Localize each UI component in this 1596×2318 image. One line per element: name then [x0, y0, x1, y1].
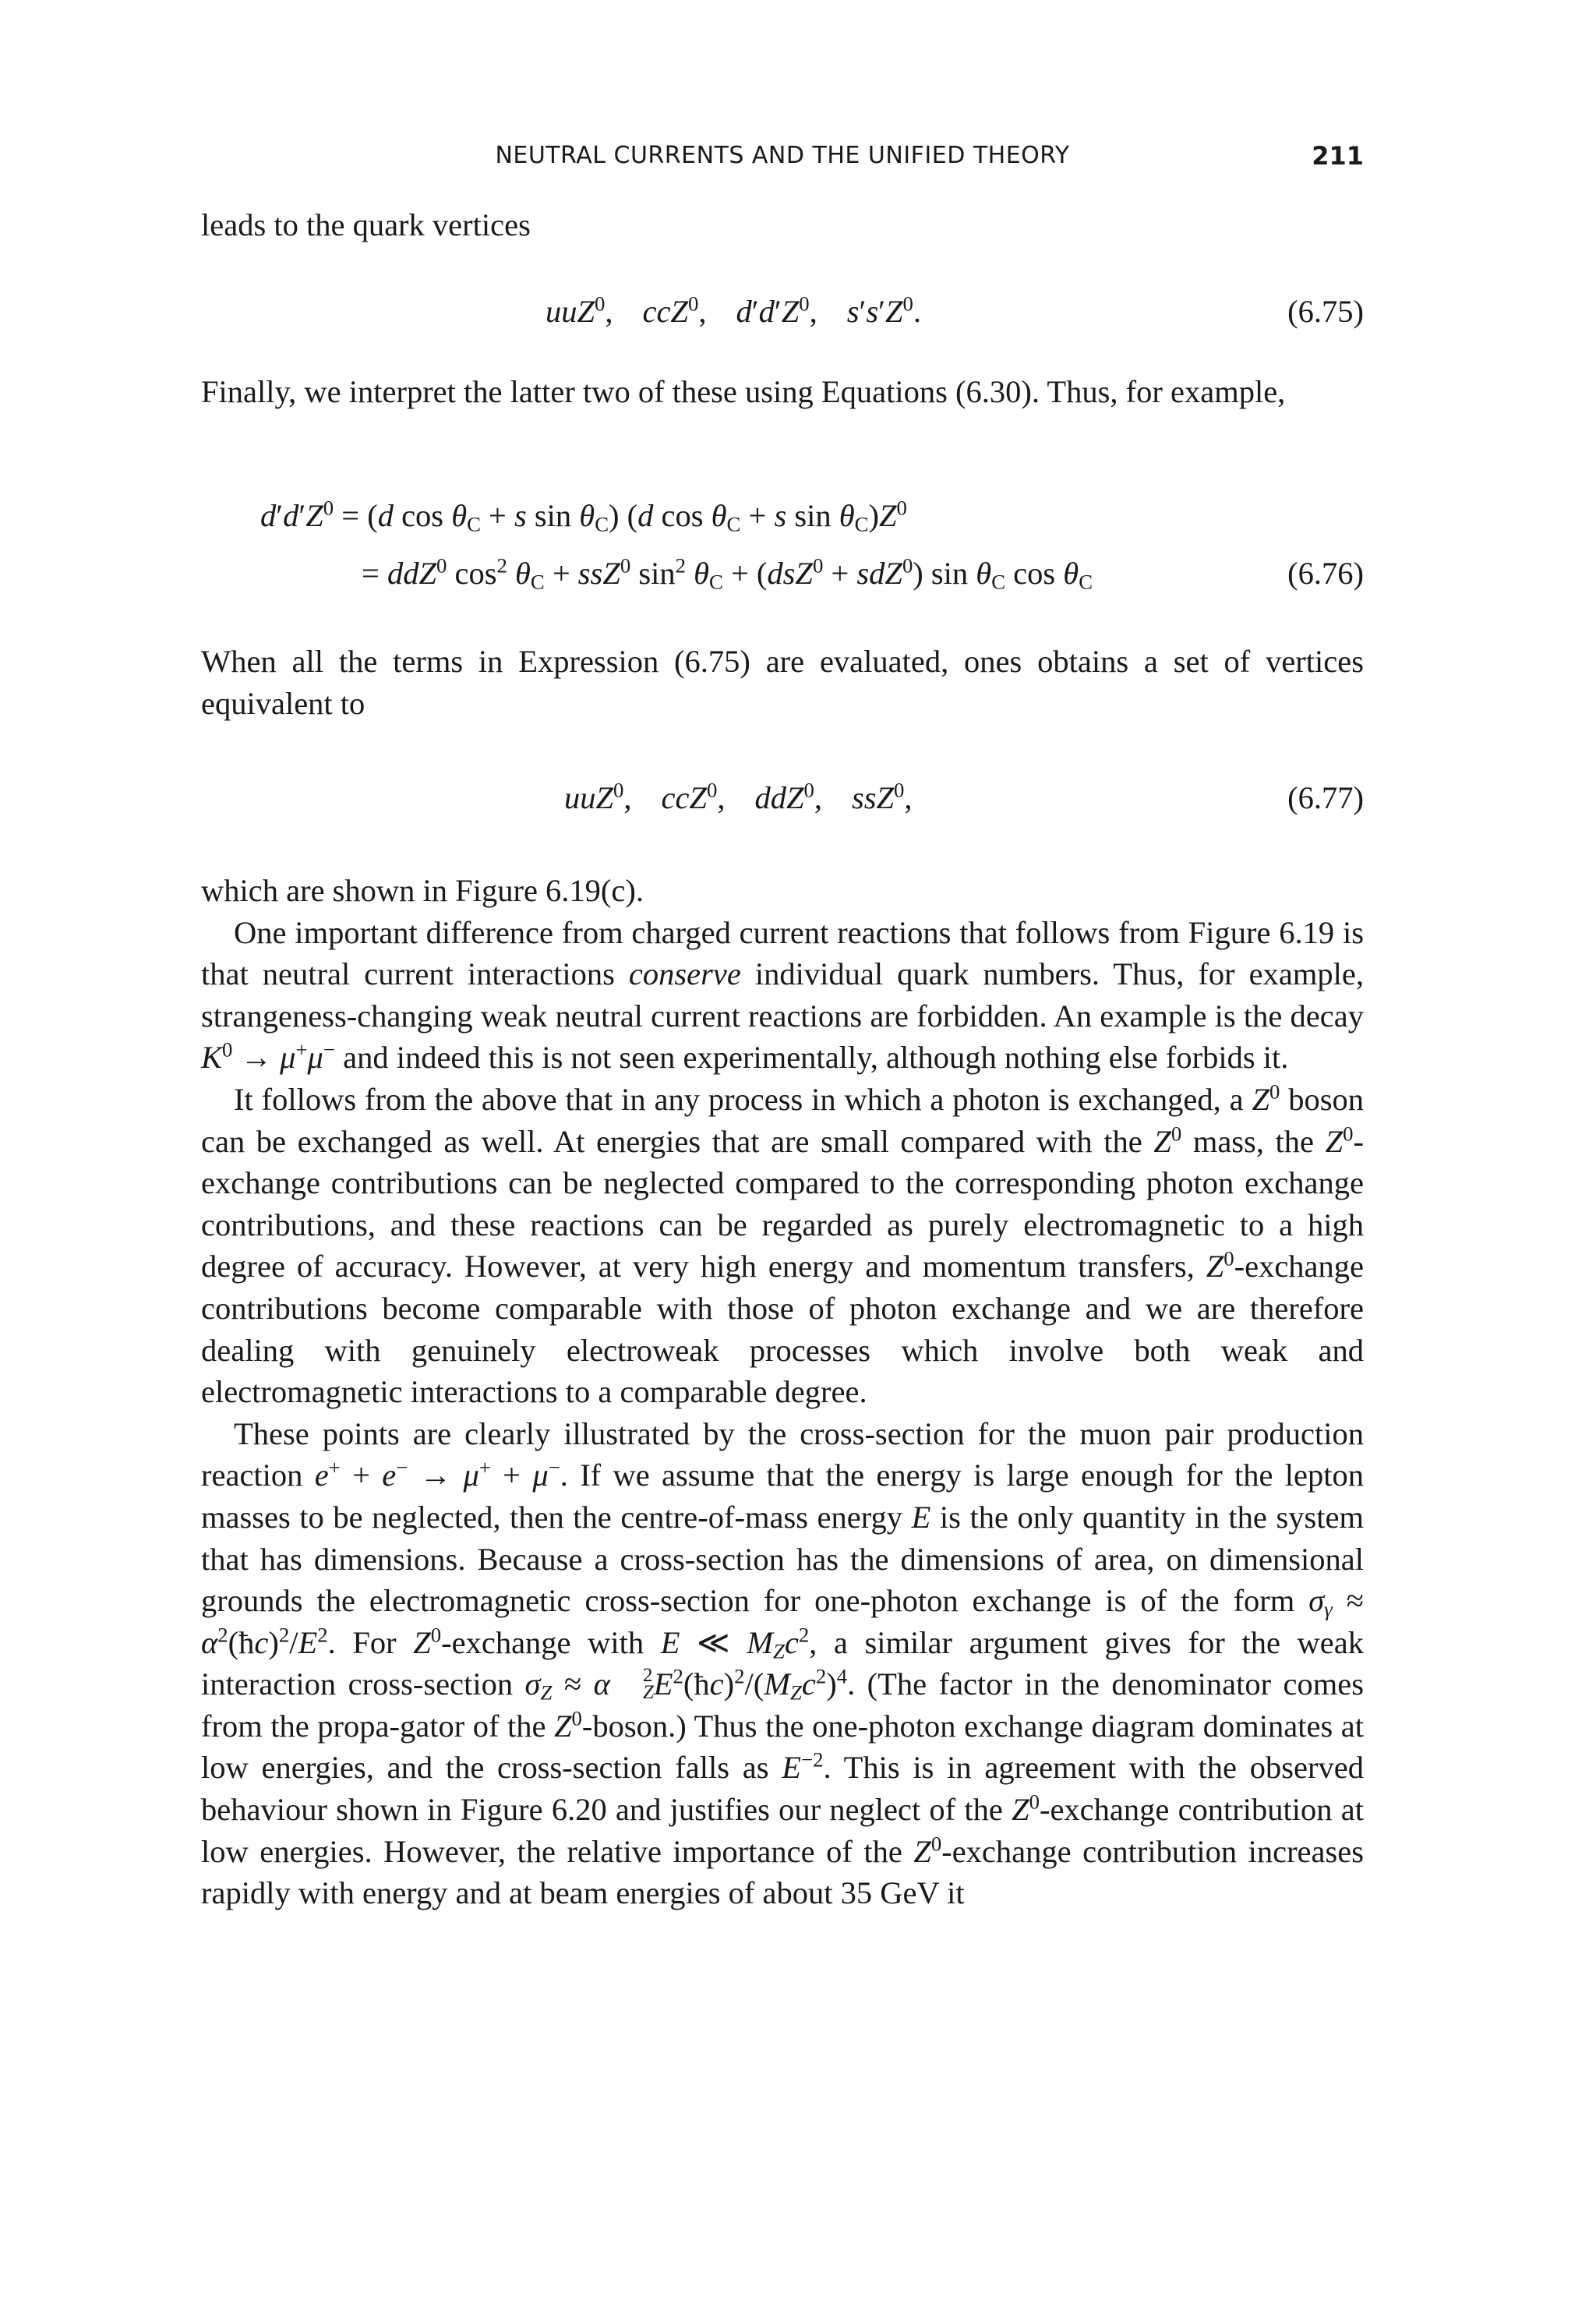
text-run: mass, the: [1181, 1123, 1326, 1159]
text-run: . If we assume that the energy is large enough for the lepton masses to be neglected, then the centre-of-mass energy: [201, 1458, 1365, 1535]
page-header: [201, 137, 1364, 175]
text-run: . For: [327, 1624, 414, 1660]
equation-6-75: [201, 288, 1364, 335]
text-run: -exchange contribution at low energies. However, the relative importance of the: [201, 1792, 1364, 1869]
equation-6-76-line-2: [201, 550, 1364, 597]
paragraph-finally: [201, 371, 1364, 413]
text-run: It follows from the above that in any process in which a photon is exchanged, a: [234, 1081, 1252, 1117]
paragraph-cross-section: These points are clearly illustrated by the cross-section for the muon pair production reaction e+ + e− → μ+ + μ−. If we assume that the energy is large enough for the lepton masses to be neglected, then the centre-of-mass energy E is the only quantity in the system that has dimensions. Because a cross-section has the dimensions of area, on dimensional grounds the electromagnetic cross-section for one-photon exchange is of the form $\sigma_\gamma$ ≈ $\alpha^2(ħc)^2/E^2$. For $Z^0$-exchange with E ≪ $M_Zc^2$, a similar argument gives for the weak interaction cross-section $\sigma_Z \approx \alpha$ 2 Z $E^2(ħc)^2/(M_Zc^2)^4$. (The factor in the denominator comes from the propa-gator of the $Z^0-boson$.) Thus the one-photon exchange diagram dominates at low energies, and the cross-section falls as $E^{-2}$. This is in agreement with the observed behaviour shown in Figure 6.20 and justifies our neglect of the $Z^0$-exchange contribution at low energies. However, the relative importance of the $Z^0$-exchange contribution increases rapidly with energy and at beam energies of about 35 GeV it: [201, 1415, 1365, 1911]
text-run: -exchange contributions can be neglected compared to the corresponding photon exchange contributions, and these reactions can be regarded as purely electromagnetic to a high degree of accuracy. However, at very high energy and momentum transfers,: [201, 1123, 1364, 1284]
equation-body: = ddZ$^0$ $\cos^2 \theta_C + ssZ^0$ $\sin^2 \theta_C + (dsZ^0 + sdZ^0)$ $\sin \theta_C$ $\cos \theta_C$: [362, 553, 1093, 594]
text-run: -exchange contributions become comparable with those of photon exchange and we are therefore dealing with genuinely electroweak processes which involve both weak and electromagnetic interactions to a comparable degree.: [201, 1249, 1364, 1410]
page-number: 211: [1312, 141, 1364, 171]
text-run: These points are clearly illustrated by the cross-section for the muon pair production reaction: [201, 1415, 1364, 1493]
paragraph-figure-ref: which are shown in Figure 6.19(c).: [201, 873, 644, 908]
equation-number: (6.77): [1287, 780, 1364, 815]
text-run: -exchange with: [441, 1624, 661, 1660]
text-run: -exchange contribution increases rapidly with energy and at beam energies of about 35 GeV it: [201, 1833, 1365, 1911]
equation-number: (6.76): [1287, 556, 1364, 591]
text-run: , a similar argument gives for the weak interaction cross-section: [201, 1624, 1364, 1702]
paragraph-text: leads to the quark vertices: [201, 207, 531, 242]
text-run: -boson.) Thus the one-photon exchange diagram dominates at low energies, and the cross-section falls as: [201, 1708, 1364, 1786]
paragraph-evaluated: [201, 641, 1364, 724]
equation-6-77: [201, 775, 1364, 822]
equation-body: uuZ$^0$, ccZ$^0$, ddZ$^0$, ssZ$^0$,: [564, 778, 913, 815]
text-run: . (The factor in the denominator comes from the propa-gator of the: [201, 1666, 1364, 1744]
text-run: individual quark numbers. Thus, for example, strangeness-changing weak neutral current reactions are forbidden. An example is the decay: [201, 956, 1364, 1034]
emphasis-text: conserve: [628, 956, 741, 992]
text-run: and indeed this is not seen experimentally, although nothing else forbids it.: [334, 1040, 1289, 1076]
paragraph-text: Finally, we interpret the latter two of these using Equations (6.30). Thus, for example,: [201, 374, 1286, 409]
text-run: boson can be exchanged as well. At energies that are small compared with the: [201, 1081, 1364, 1159]
equation-body: uuZ$^0$, ccZ$^0$, $d'd'Z^0$, $s's'Z^0$.: [546, 292, 921, 329]
paragraph-photon-exchange: It follows from the above that in any process in which a photon is exchanged, a $Z^0$ boson can be exchanged as well. At energies that are small compared with the $Z^0$ mass, the $Z^0$-exchange contributions can be neglected compared to the corresponding photon exchange contributions, and these reactions can be regarded as purely electromagnetic to a high degree of accuracy. However, at very high energy and momentum transfers, $Z^0$-exchange contributions become comparable with those of photon exchange and we are therefore dealing with genuinely electroweak processes which involve both weak and electromagnetic interactions to a comparable degree.: [201, 1079, 1364, 1410]
paragraph-intro: [201, 204, 1364, 246]
text-run: is the only quantity in the system that has dimensions. Because a cross-section has the dimensions of area, on dimensional grounds the electromagnetic cross-section for one-photon exchange is of the form: [201, 1499, 1364, 1619]
equation-body: $d'd'Z^0 = (d$ $\cos \theta_C + s$ $\sin \theta_C$) (d $\cos \theta_C + s$ $\sin \theta_C)Z^0$: [260, 496, 907, 536]
running-head: NEUTRAL CURRENTS AND THE UNIFIED THEORY: [495, 142, 1070, 169]
paragraph-text: When all the terms in Expression (6.75) are evaluated, ones obtains a set of vertices equivalent to: [201, 644, 1364, 721]
text-run: . This is in agreement with the observed behaviour shown in Figure 6.20 and justifies our neglect of the: [201, 1750, 1364, 1828]
equation-number: (6.75): [1287, 294, 1364, 329]
paragraph-conserve: One important difference from charged current reactions that follows from Figure 6.19 is that neutral current interactions conserve individual quark numbers. Thus, for example, strangeness-changing weak neutral current reactions are forbidden. An example is the decay $K^0 \to \mu^+\mu^-$ and indeed this is not seen experimentally, although nothing else forbids it.: [201, 914, 1364, 1076]
equation-6-76-line-1: [201, 493, 1364, 539]
text-run: One important difference from charged current reactions that follows from Figure 6.19 is that neutral current interactions: [201, 914, 1364, 992]
main-body: [201, 870, 1364, 1914]
